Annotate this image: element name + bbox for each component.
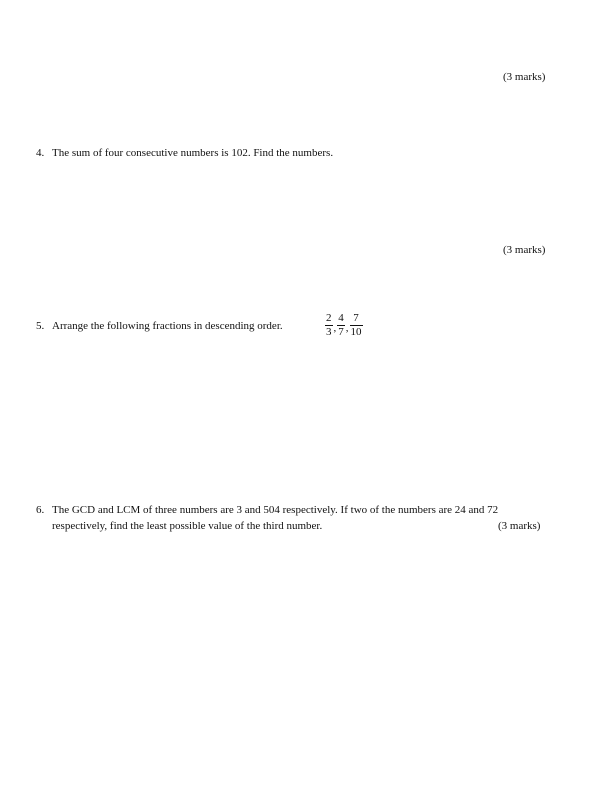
question-text: Arrange the following fractions in descending order. <box>52 320 283 332</box>
fraction: $\frac{4}{7}$ <box>338 312 344 338</box>
question-text-line2: respectively, find the least possible value of the third number. <box>52 520 323 532</box>
question-5 <box>36 321 283 332</box>
question-4 <box>36 148 333 159</box>
question-6 <box>36 505 498 516</box>
marks-label-q3: (3 marks) <box>503 71 546 83</box>
question-text-line1: The GCD and LCM of three numbers are 3 and 504 respectively. If two of the numbers are 24 and 72 <box>52 504 499 516</box>
fraction: $\frac{2}{3}$ <box>326 312 332 338</box>
fraction-separator: , <box>333 321 337 334</box>
question-number: 6. <box>36 504 45 516</box>
marks-label-q6: (3 marks) <box>498 520 541 532</box>
question-number: 4. <box>36 147 45 159</box>
question-number: 5. <box>36 320 45 332</box>
question-text: The sum of four consecutive numbers is 102. Find the numbers. <box>52 147 334 159</box>
marks-label-q4: (3 marks) <box>503 244 546 256</box>
fraction: $\frac{7}{10}$ <box>350 312 362 338</box>
fraction-separator: , <box>345 321 349 334</box>
fraction-list <box>325 313 363 338</box>
